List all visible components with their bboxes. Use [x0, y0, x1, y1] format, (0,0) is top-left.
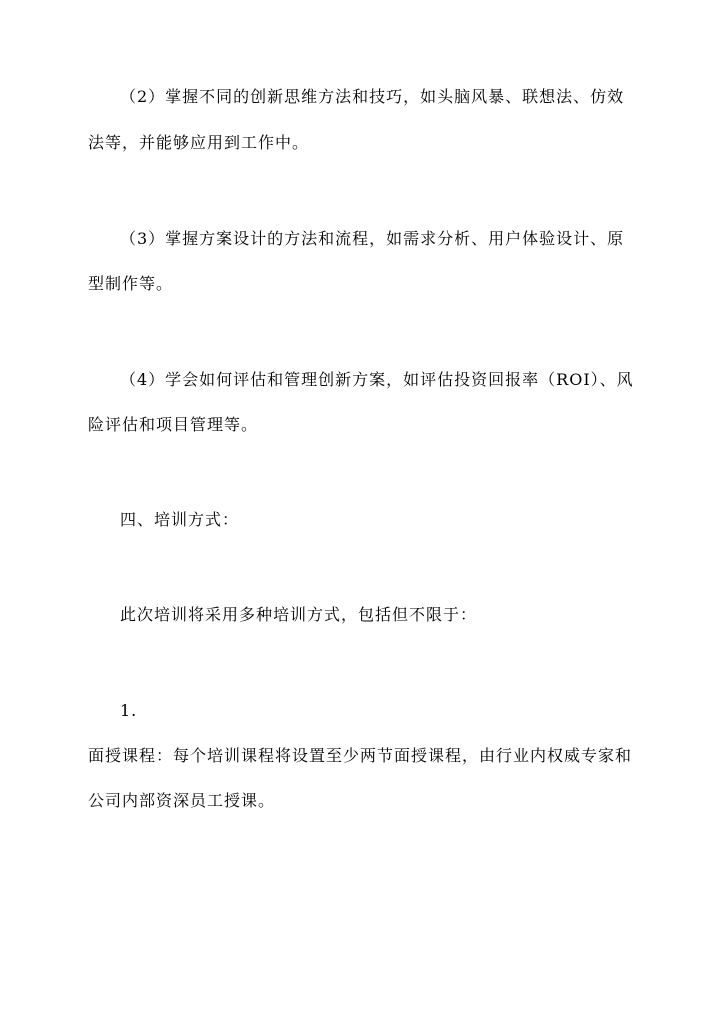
section-heading: 四、培训方式：: [120, 510, 240, 529]
list-item-line-1: 面授课程：每个培训课程将设置至少两节面授课程，由行业内权威专家和: [88, 746, 633, 765]
paragraph-4-line-2: 险评估和项目管理等。: [88, 415, 259, 434]
list-item-line-2: 公司内部资深员工授课。: [88, 791, 276, 810]
paragraph-2-line-1: （2）掌握不同的创新思维方法和技巧，如头脑风暴、联想法、仿效: [120, 87, 625, 106]
paragraph-3-line-2: 型制作等。: [88, 274, 174, 293]
paragraph-2-line-2: 法等，并能够应用到工作中。: [88, 133, 310, 152]
intro-paragraph: 此次培训将采用多种培训方式，包括但不限于：: [120, 605, 478, 624]
list-number: 1.: [120, 701, 138, 720]
paragraph-4-line-1: （4）学会如何评估和管理创新方案，如评估投资回报率（ROI）、风: [120, 370, 634, 389]
paragraph-3-line-1: （3）掌握方案设计的方法和流程，如需求分析、用户体验设计、原: [120, 229, 625, 248]
